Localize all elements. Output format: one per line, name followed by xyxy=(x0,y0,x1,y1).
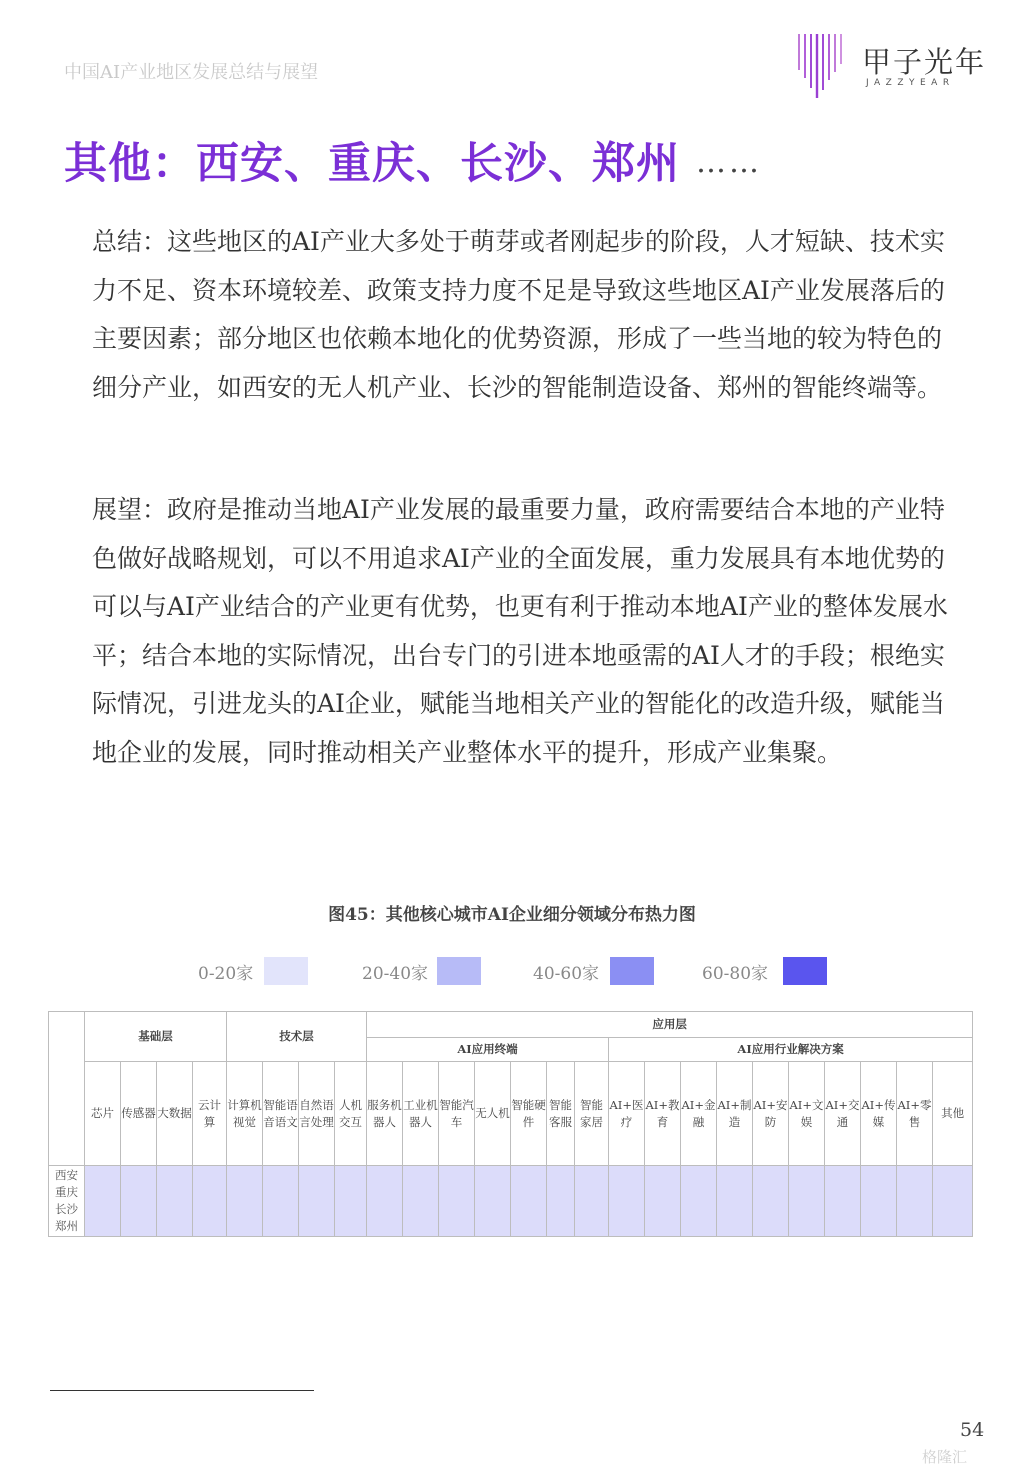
page-title xyxy=(64,130,762,191)
col-header-sensor: 传感器 xyxy=(121,1062,157,1166)
col-header-smart-hardware: 智能硬件 xyxy=(511,1062,547,1166)
outlook-paragraph: 展望：政府是推动当地AI产业发展的最重要力量，政府需要结合本地的产业特色做好战略规划，可以不用追求AI产业的全面发展，重力发展具有本地优势的可以与AI产业结合的产业更有优势，也更有利于推动本地AI产业的整体发展水平；结合本地的实际情况，出台专门的引进本地亟需的AI人才的手段；根绝实际情况，引进龙头的AI企业，赋能当地相关产业的智能化的改造升级，赋能当地企业的发展，同时推动相关产业整体水平的提升，形成产业集聚。 xyxy=(92,495,948,767)
heat-cell xyxy=(367,1166,403,1237)
summary-paragraph: 总结：这些地区的AI产业大多处于萌芽或者刚起步的阶段，人才短缺、技术实力不足、资本环境较差、政策支持力度不足是导致这些地区AI产业发展落后的主要因素；部分地区也依赖本地化的优势资源，形成了一些当地的较为特色的细分产业，如西安的无人机产业、长沙的智能制造设备、郑州的智能终端等。 xyxy=(92,227,945,402)
col-header-ai-entertainment: AI+文娱 xyxy=(789,1062,825,1166)
col-header-smart-cs: 智能客服 xyxy=(547,1062,575,1166)
col-header-ai-education: AI+教育 xyxy=(645,1062,681,1166)
corner-cell xyxy=(49,1012,85,1166)
legend-item xyxy=(533,955,663,987)
col-header-ai-traffic: AI+交通 xyxy=(825,1062,861,1166)
legend-item xyxy=(198,955,318,987)
group-ai-terminal: AI应用终端 xyxy=(367,1038,609,1062)
row-header-cities xyxy=(49,1166,85,1237)
col-header-industrial-robot: 工业机器人 xyxy=(403,1062,439,1166)
heat-cell xyxy=(227,1166,263,1237)
legend-swatch xyxy=(437,957,481,985)
document-header-title: 中国AI产业地区发展总结与展望 xyxy=(64,62,319,83)
heat-cell xyxy=(511,1166,547,1237)
col-header-cv: 计算机视觉 xyxy=(227,1062,263,1166)
col-header-ai-finance: AI+金融 xyxy=(681,1062,717,1166)
jazzyear-logo xyxy=(796,32,996,112)
page-title-text: 其他：西安、重庆、长沙、郑州 xyxy=(64,139,680,189)
col-header-smart-home: 智能家居 xyxy=(575,1062,609,1166)
heat-cell xyxy=(439,1166,475,1237)
heat-cell xyxy=(263,1166,299,1237)
city-label: 长沙 xyxy=(55,1202,78,1216)
heat-cell xyxy=(645,1166,681,1237)
heat-cell xyxy=(575,1166,609,1237)
legend-label: 40-60家 xyxy=(533,964,600,984)
heat-cell xyxy=(299,1166,335,1237)
heatmap-table xyxy=(48,1011,973,1237)
heat-cell xyxy=(861,1166,897,1237)
logo-english-name: JAZZYEAR xyxy=(866,78,955,88)
col-header-ai-medical: AI+医疗 xyxy=(609,1062,645,1166)
heat-cell xyxy=(157,1166,193,1237)
group-tech-layer: 技术层 xyxy=(227,1012,367,1062)
city-label: 重庆 xyxy=(55,1185,78,1199)
col-header-drone: 无人机 xyxy=(475,1062,511,1166)
col-header-hci: 人机交互 xyxy=(335,1062,367,1166)
legend-item xyxy=(702,955,832,987)
group-ai-solutions: AI应用行业解决方案 xyxy=(609,1038,973,1062)
col-header-ai-retail: AI+零售 xyxy=(897,1062,933,1166)
heat-cell xyxy=(609,1166,645,1237)
heat-cell xyxy=(753,1166,789,1237)
heat-cell xyxy=(897,1166,933,1237)
col-header-smart-car: 智能汽车 xyxy=(439,1062,475,1166)
heat-cell xyxy=(121,1166,157,1237)
col-header-ai-security: AI+安防 xyxy=(753,1062,789,1166)
heat-cell xyxy=(335,1166,367,1237)
watermark: 格隆汇 xyxy=(922,1448,968,1466)
group-basic-layer: 基础层 xyxy=(85,1012,227,1062)
legend-swatch xyxy=(610,957,654,985)
heat-cell xyxy=(403,1166,439,1237)
col-header-other: 其他 xyxy=(933,1062,973,1166)
legend-label: 60-80家 xyxy=(702,964,769,984)
title-ellipsis: …… xyxy=(695,145,762,180)
heat-cell xyxy=(789,1166,825,1237)
heat-cell xyxy=(825,1166,861,1237)
heat-cell xyxy=(681,1166,717,1237)
col-header-cloud: 云计算 xyxy=(193,1062,227,1166)
figure-title: 图45：其他核心城市AI企业细分领域分布热力图 xyxy=(328,905,696,925)
logo-mark-icon xyxy=(796,32,856,112)
city-label: 郑州 xyxy=(55,1219,78,1233)
heat-cell xyxy=(547,1166,575,1237)
col-header-speech: 智能语音语文 xyxy=(263,1062,299,1166)
heat-cell xyxy=(933,1166,973,1237)
heat-cell xyxy=(85,1166,121,1237)
col-header-service-robot: 服务机器人 xyxy=(367,1062,403,1166)
heat-cell xyxy=(193,1166,227,1237)
legend-swatch xyxy=(783,957,827,985)
col-header-bigdata: 大数据 xyxy=(157,1062,193,1166)
heat-cell xyxy=(475,1166,511,1237)
col-header-ai-manufacturing: AI+制造 xyxy=(717,1062,753,1166)
legend-swatch xyxy=(264,957,308,985)
col-header-nlp: 自然语言处理 xyxy=(299,1062,335,1166)
group-app-layer: 应用层 xyxy=(367,1012,973,1038)
legend-label: 0-20家 xyxy=(198,964,254,984)
heat-cell xyxy=(717,1166,753,1237)
legend-label: 20-40家 xyxy=(362,964,429,984)
col-header-chip: 芯片 xyxy=(85,1062,121,1166)
footnote-divider xyxy=(50,1390,314,1391)
page-number: 54 xyxy=(960,1419,985,1441)
legend-item xyxy=(362,955,492,987)
logo-chinese-name: 甲子光年 xyxy=(862,45,987,79)
city-label: 西安 xyxy=(55,1168,78,1182)
col-header-ai-media: AI+传媒 xyxy=(861,1062,897,1166)
